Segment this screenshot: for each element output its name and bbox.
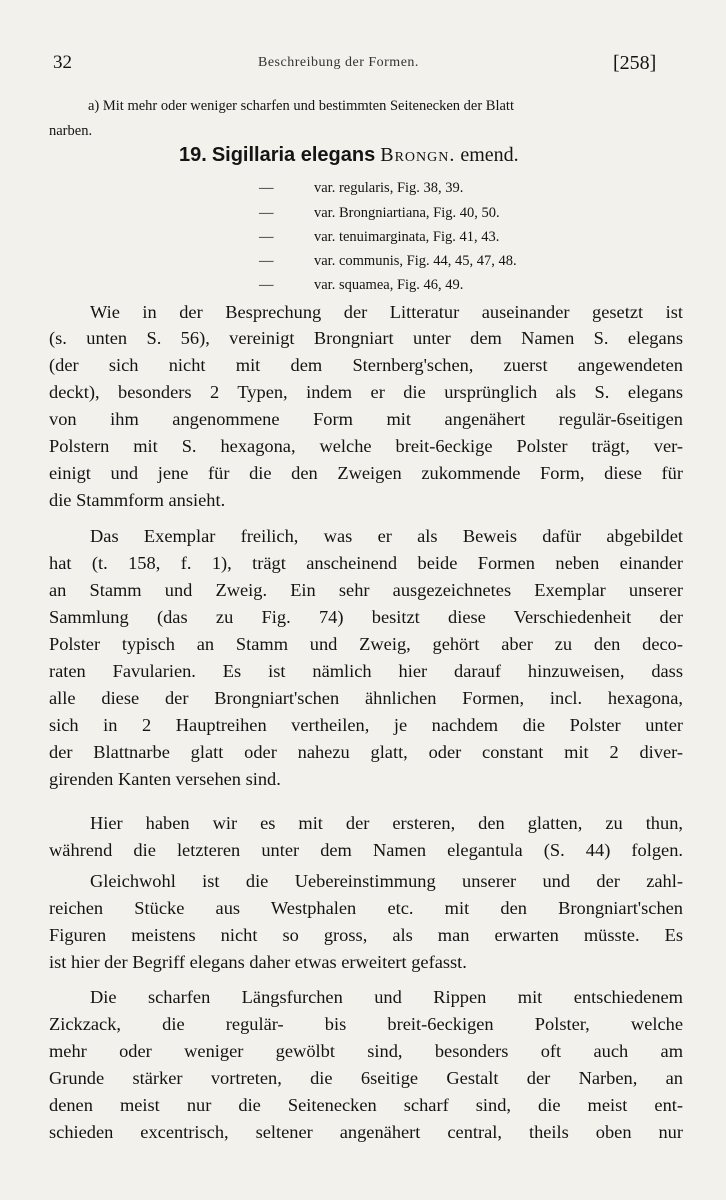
body-line: schieden excentrisch, seltener angenähert central, theils oben nur bbox=[49, 1122, 683, 1142]
body-line: raten Favularien. Es ist nämlich hier darauf hinzuweisen, dass bbox=[49, 661, 683, 681]
body-line: girenden Kanten versehen sind. bbox=[49, 769, 281, 789]
body-line: deckt), besonders 2 Typen, indem er die ursprünglich als S. elegans bbox=[49, 382, 683, 402]
variety-dash: — bbox=[259, 277, 274, 293]
body-line: sich in 2 Hauptreihen vertheilen, je nachdem die Polster unter bbox=[49, 715, 683, 735]
body-line: Wie in der Besprechung der Litteratur auseinander gesetzt ist bbox=[90, 302, 683, 322]
body-line: Zickzack, die regulär- bis breit-6eckigen Polster, welche bbox=[49, 1014, 683, 1034]
body-line: ist hier der Begriff elegans daher etwas erweitert gefasst. bbox=[49, 952, 467, 972]
body-line: mehr oder weniger gewölbt sind, besonders oft auch am bbox=[49, 1041, 683, 1061]
body-line: Gleichwohl ist die Uebereinstimmung unserer und der zahl- bbox=[90, 871, 683, 891]
body-line: Polstern mit S. hexagona, welche breit-6eckige Polster trägt, ver- bbox=[49, 436, 683, 456]
running-title: Beschreibung der Formen. bbox=[258, 55, 419, 70]
variety-text: var. Brongniartiana, Fig. 40, 50. bbox=[314, 205, 500, 221]
bracket-page-number: [258] bbox=[613, 52, 657, 74]
body-line: Hier haben wir es mit der ersteren, den glatten, zu thun, bbox=[90, 813, 683, 833]
body-line: die Stammform ansieht. bbox=[49, 490, 226, 510]
body-line: einigt und jene für die den Zweigen zukommende Form, diese für bbox=[49, 463, 683, 483]
variety-text: var. regularis, Fig. 38, 39. bbox=[314, 180, 464, 196]
body-line: reichen Stücke aus Westphalen etc. mit den Brongniart'schen bbox=[49, 898, 683, 918]
body-line: Grunde stärker vortreten, die 6seitige Gestalt der Narben, an bbox=[49, 1068, 683, 1088]
species-number: 19. bbox=[179, 144, 207, 166]
body-line: Die scharfen Längsfurchen und Rippen mit entschiedenem bbox=[90, 987, 683, 1007]
body-line: an Stamm und Zweig. Ein sehr ausgezeichnetes Exemplar unserer bbox=[49, 580, 683, 600]
variety-text: var. communis, Fig. 44, 45, 47, 48. bbox=[314, 253, 517, 269]
variety-text: var. squamea, Fig. 46, 49. bbox=[314, 277, 464, 293]
body-line: Polster typisch an Stamm und Zweig, gehört aber zu den deco- bbox=[49, 634, 683, 654]
section-heading-line-1: a) Mit mehr oder weniger scharfen und bestimmten Seitenecken der Blatt bbox=[88, 98, 514, 114]
variety-dash: — bbox=[259, 180, 274, 196]
variety-text: var. tenuimarginata, Fig. 41, 43. bbox=[314, 229, 500, 245]
body-line: Das Exemplar freilich, was er als Beweis dafür abgebildet bbox=[90, 526, 683, 546]
body-line: denen meist nur die Seitenecken scharf sind, die meist ent- bbox=[49, 1095, 683, 1115]
species-suffix: emend. bbox=[460, 144, 519, 166]
variety-dash: — bbox=[259, 205, 274, 221]
body-line: der Blattnarbe glatt oder nahezu glatt, oder constant mit 2 diver- bbox=[49, 742, 683, 762]
species-name: Sigillaria elegans bbox=[211, 144, 376, 166]
variety-dash: — bbox=[259, 253, 274, 269]
body-line: Figuren meistens nicht so gross, als man erwarten müsste. Es bbox=[49, 925, 683, 945]
body-line: (s. unten S. 56), vereinigt Brongniart unter dem Namen S. elegans bbox=[49, 328, 683, 348]
section-heading-line-2: narben. bbox=[49, 123, 93, 139]
body-line: während die letzteren unter dem Namen elegantula (S. 44) folgen. bbox=[49, 840, 683, 860]
species-heading bbox=[179, 144, 519, 167]
body-line: von ihm angenommene Form mit angenähert regulär-6seitigen bbox=[49, 409, 683, 429]
page-number: 32 bbox=[53, 52, 72, 73]
body-line: alle diese der Brongniart'schen ähnlichen Formen, incl. hexagona, bbox=[49, 688, 683, 708]
body-line: Sammlung (das zu Fig. 74) besitzt diese Verschiedenheit der bbox=[49, 607, 683, 627]
variety-dash: — bbox=[259, 229, 274, 245]
body-line: (der sich nicht mit dem Sternberg'schen, zuerst angewendeten bbox=[49, 355, 683, 375]
body-line: hat (t. 158, f. 1), trägt anscheinend beide Formen neben einander bbox=[49, 553, 683, 573]
species-author: Brongn. bbox=[380, 144, 456, 166]
